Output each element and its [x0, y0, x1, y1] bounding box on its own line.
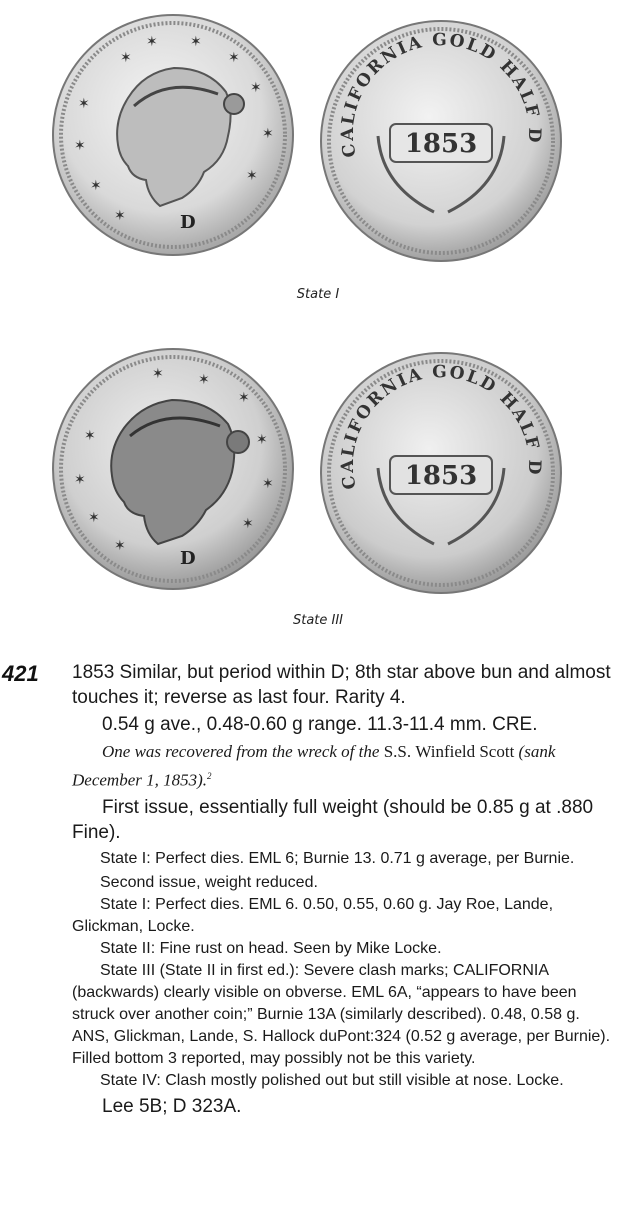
entry-number: 421 [2, 661, 39, 686]
mint-mark: D [180, 548, 196, 569]
mint-mark: D [180, 212, 196, 233]
references: Lee 5B; D 323A. [102, 1095, 242, 1117]
wreck-ship: S.S. [383, 742, 412, 761]
second-issue: Second issue, weight reduced. [100, 873, 318, 891]
caption-state-3: State III [292, 613, 344, 628]
second-issue-state-2: State II: Fine rust on head. Seen by Mike Locke. [100, 939, 442, 957]
svg-text:✶: ✶ [90, 177, 102, 193]
svg-text:✶: ✶ [152, 365, 164, 381]
reverse-coin-state-1 [316, 16, 566, 266]
second-issue-state-1: State I: Perfect dies. EML 6. 0.50, 0.55, 0.60 g. Jay Roe, Lande, Glickman, Locke. [72, 895, 554, 935]
wreck-note-post: (sank December 1, 1853). [72, 742, 556, 790]
svg-text:✶: ✶ [84, 427, 96, 443]
caption-state-1: State I [296, 287, 340, 302]
svg-text:✶: ✶ [146, 33, 158, 49]
svg-text:✶: ✶ [114, 207, 126, 223]
svg-text:✶: ✶ [88, 509, 100, 525]
svg-text:✶: ✶ [78, 95, 90, 111]
wreck-note [72, 740, 620, 793]
wreck-ship-name: Winfield Scott [415, 742, 515, 761]
first-issue-state-1: State I: Perfect dies. EML 6; Burnie 13. 0.71 g average, per Burnie. [100, 849, 575, 867]
svg-text:✶: ✶ [256, 431, 268, 447]
coin-photo-row-state-3 [0, 340, 636, 600]
reverse-legend: CALIFORNIA GOLD HALF D [337, 30, 545, 159]
second-issue-state-3: State III (State II in first ed.): Severe clash marks; CALIFORNIA (backwards) clearly visible on obverse. EML 6A, “appears to have been struck over another coin;” Burnie 13A (similarly described). 0.48, 0.58 g. ANS, Glickman, Lande, S. Hallock duPont:324 (0.52 g average, per Burnie). Filled bottom 3 reported, may possibly not be this variety. [72, 961, 611, 1067]
second-issue-state-4: State IV: Clash mostly polished out but still visible at nose. Locke. [100, 1071, 564, 1089]
first-issue: First issue, essentially full weight (should be 0.85 g at .880 Fine). [72, 796, 594, 843]
svg-text:✶: ✶ [74, 471, 86, 487]
svg-text:✶: ✶ [190, 33, 202, 49]
svg-text:✶: ✶ [250, 79, 262, 95]
wreck-note-pre: One was recovered from the wreck of the [102, 742, 380, 761]
entry-title: 1853 Similar, but period within D; 8th star above bun and almost touches it; reverse as last four. Rarity 4. [72, 662, 611, 708]
obverse-coin-state-1 [48, 10, 298, 260]
entry-weights: 0.54 g ave., 0.48-0.60 g range. 11.3-11.4 mm. CRE. [102, 714, 538, 735]
svg-text:✶: ✶ [242, 515, 254, 531]
svg-text:✶: ✶ [228, 49, 240, 65]
reverse-date: 1853 [404, 129, 478, 159]
svg-text:✶: ✶ [120, 49, 132, 65]
svg-text:✶: ✶ [114, 537, 126, 553]
reverse-coin-state-3 [316, 348, 566, 598]
entry-text [72, 660, 620, 1119]
svg-text:✶: ✶ [262, 475, 274, 491]
reverse-date: 1853 [404, 461, 478, 491]
coin-photo-row-state-1 [0, 0, 636, 270]
obverse-coin-state-3 [48, 344, 298, 594]
svg-text:✶: ✶ [246, 167, 258, 183]
svg-text:✶: ✶ [238, 389, 250, 405]
svg-text:✶: ✶ [74, 137, 86, 153]
svg-text:✶: ✶ [262, 125, 274, 141]
reverse-legend: CALIFORNIA GOLD HALF D [337, 362, 545, 491]
svg-text:✶: ✶ [198, 371, 210, 387]
footnote-marker: 2 [207, 771, 212, 781]
